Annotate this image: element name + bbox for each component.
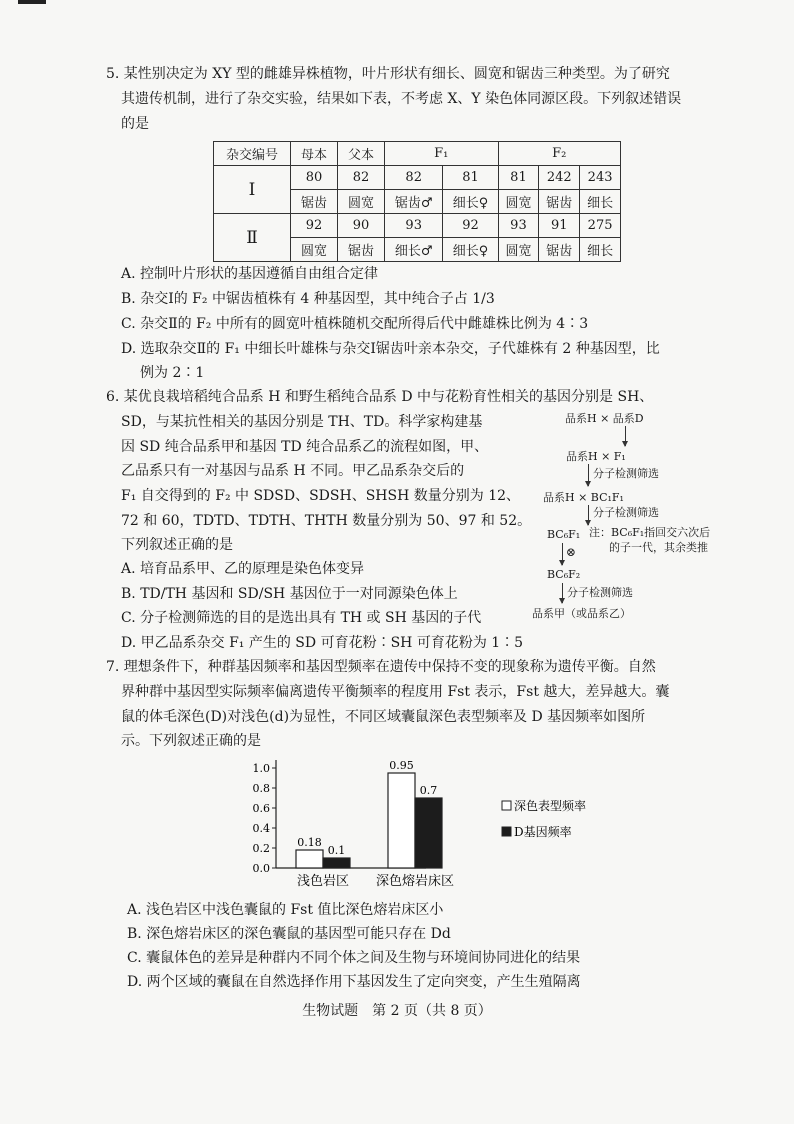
table-cell: 243	[580, 166, 621, 190]
header-cross-id: 杂交编号	[214, 142, 291, 166]
q6-option-a: A. 培育品系甲、乙的原理是染色体变异	[121, 561, 365, 577]
legend-swatch	[502, 827, 511, 836]
bar	[323, 858, 350, 868]
table-cell: 91	[539, 214, 580, 238]
q5-option-b: B. 杂交Ⅰ的 F₂ 中锯齿植株有 4 种基因型，其中纯合子占 1/3	[121, 291, 495, 307]
flow-step-h-x-bc1f1: 品系H × BC₁F₁	[543, 491, 624, 504]
table-cell: 80	[291, 166, 338, 190]
self-cross-symbol: ⊗	[566, 545, 577, 559]
flow-label-screening-2: 分子检测筛选	[593, 506, 659, 519]
table-cell: 93	[498, 214, 539, 238]
table-cell: 锯齿♂	[385, 190, 443, 214]
q6-stem-line-6: 72 和 60，TDTD、TDTH、THTH 数量分别为 50、97 和 52。	[121, 513, 532, 529]
header-mother: 母本	[291, 142, 338, 166]
y-tick-label: 0.0	[252, 862, 270, 875]
flow-note-line-2: 的子一代，其余类推	[609, 541, 708, 554]
flow-arrow	[588, 505, 589, 525]
table-cell: 锯齿	[291, 190, 338, 214]
q7-stem-line-3: 鼠的体毛深色(D)对浅色(d)为显性，不同区域囊鼠深色表型频率及 D 基因频率如图所	[121, 709, 646, 725]
bar	[388, 773, 415, 868]
flow-label-screening-3: 分子检测筛选	[567, 586, 633, 599]
y-tick-label: 0.4	[252, 822, 270, 835]
table-cell: 82	[338, 166, 385, 190]
q7-option-b: B. 深色熔岩床区的深色囊鼠的基因型可能只存在 Dd	[127, 926, 451, 942]
q6-stem-line-3: 因 SD 纯合品系甲和基因 TD 纯合品系乙的流程如图，甲、	[121, 439, 489, 455]
q5-stem-line-2: 其遗传机制，进行了杂交实验，结果如下表，不考虑 X、Y 染色体同源区段。下列叙述错误	[121, 91, 682, 107]
category-label: 深色熔岩床区	[375, 874, 455, 889]
flow-arrow	[625, 426, 626, 446]
table-cell: 圆宽	[498, 190, 539, 214]
header-f2: F₂	[498, 142, 620, 166]
flow-arrow	[588, 464, 589, 486]
table-cell: 81	[443, 166, 498, 190]
table-cell: 锯齿	[539, 238, 580, 262]
data-label: 0.7	[419, 784, 438, 797]
q6-option-d: D. 甲乙品系杂交 F₁ 产生的 SD 可育花粉∶SH 可育花粉为 1∶5	[121, 635, 524, 651]
cross-id-1: Ⅰ	[214, 166, 291, 214]
table-row	[214, 166, 621, 190]
q6-stem-line-5: F₁ 自交得到的 F₂ 中 SDSD、SDSH、SHSH 数量分别为 12、	[121, 488, 521, 504]
table-cell: 圆宽	[291, 238, 338, 262]
header-father: 父本	[338, 142, 385, 166]
data-label: 0.95	[389, 759, 414, 772]
q5-option-d-line-1: D. 选取杂交Ⅱ的 F₁ 中细长叶雄株与杂交Ⅰ锯齿叶亲本杂交，子代雄株有 2 种基因型，比	[121, 341, 660, 357]
flow-step-h-x-d: 品系H × 品系D	[565, 412, 644, 425]
table-cell: 细长♀	[443, 238, 498, 262]
table-cell: 细长♀	[443, 190, 498, 214]
q6-stem-line-7: 下列叙述正确的是	[121, 537, 233, 553]
q5-option-a: A. 控制叶片形状的基因遵循自由组合定律	[121, 266, 379, 282]
q6-option-b: B. TD/TH 基因和 SD/SH 基因位于一对同源染色体上	[121, 586, 458, 602]
q7-stem-line-4: 示。下列叙述正确的是	[121, 733, 261, 749]
table-cell: 细长	[580, 238, 621, 262]
bar	[415, 798, 442, 868]
table-cell: 细长♂	[385, 238, 443, 262]
cross-id-2: Ⅱ	[214, 214, 291, 262]
flow-note-line-1: 注：BC₆F₁指回交六次后	[589, 526, 711, 539]
legend-swatch	[502, 801, 511, 810]
q7-option-d: D. 两个区域的囊鼠在自然选择作用下基因发生了定向突变，产生生殖隔离	[127, 974, 581, 990]
q5-stem-line-3: 的是	[121, 116, 149, 132]
q5-option-d-line-2: 例为 2∶1	[140, 365, 205, 381]
table-cell: 圆宽	[498, 238, 539, 262]
bar	[296, 850, 323, 868]
legend-label: D基因频率	[514, 825, 572, 839]
q6-stem-line-4: 乙品系只有一对基因与品系 H 不同。甲乙品系杂交后的	[121, 463, 465, 479]
table-cell: 82	[385, 166, 443, 190]
flow-step-bc6f1: BC₆F₁	[547, 528, 581, 541]
table-cell: 92	[443, 214, 498, 238]
frequency-bar-chart	[240, 750, 620, 900]
flow-arrow	[562, 543, 563, 565]
y-tick-label: 0.6	[252, 802, 270, 815]
q5-stem-line-1: 5. 某性别决定为 XY 型的雌雄异株植物，叶片形状有细长、圆宽和锯齿三种类型。为了研究	[106, 66, 670, 82]
header-f1: F₁	[385, 142, 499, 166]
table-cell: 92	[291, 214, 338, 238]
flow-step-h-x-f1: 品系H × F₁	[566, 450, 626, 463]
flow-step-bc6f2: BC₆F₂	[547, 568, 581, 581]
q7-option-c: C. 囊鼠体色的差异是种群内不同个体之间及生物与环境间协同进化的结果	[127, 950, 581, 966]
table-cell: 锯齿	[539, 190, 580, 214]
category-label: 浅色岩区	[296, 874, 350, 889]
table-row	[214, 214, 621, 238]
q5-cross-table	[213, 141, 621, 262]
table-cell: 242	[539, 166, 580, 190]
table-cell: 275	[580, 214, 621, 238]
page-footer: 生物试题 第 2 页（共 8 页）	[302, 1003, 492, 1019]
table-cell: 圆宽	[338, 190, 385, 214]
q7-stem-line-1: 7. 理想条件下，种群基因频率和基因型频率在遗传中保持不变的现象称为遗传平衡。自然	[106, 659, 656, 675]
q5-option-c: C. 杂交Ⅱ的 F₂ 中所有的圆宽叶植株随机交配所得后代中雌雄株比例为 4∶3	[121, 316, 589, 332]
q7-option-a: A. 浅色岩区中浅色囊鼠的 Fst 值比深色熔岩床区小	[127, 902, 444, 918]
flow-step-result: 品系甲（或品系乙）	[532, 607, 631, 620]
table-header-row	[214, 142, 621, 166]
y-tick-label: 0.8	[252, 782, 270, 795]
table-cell: 锯齿	[338, 238, 385, 262]
q7-stem-line-2: 界种群中基因型实际频率偏离遗传平衡频率的程度用 Fst 表示，Fst 越大，差异越大。囊	[121, 684, 670, 700]
data-label: 0.1	[327, 844, 346, 857]
page-corner-mark	[18, 0, 46, 4]
q6-option-c: C. 分子检测筛选的目的是选出具有 TH 或 SH 基因的子代	[121, 610, 482, 626]
legend-label: 深色表型频率	[514, 799, 587, 813]
table-cell: 细长	[580, 190, 621, 214]
table-cell: 90	[338, 214, 385, 238]
y-tick-label: 0.2	[252, 842, 270, 855]
q6-stem-line-2: SD，与某抗性相关的基因分别是 TH、TD。科学家构建基	[121, 414, 483, 430]
table-cell: 81	[498, 166, 539, 190]
data-label: 0.18	[297, 836, 322, 849]
q6-stem-line-1: 6. 某优良栽培稻纯合品系 H 和野生稻纯合品系 D 中与花粉育性相关的基因分别是 SH、	[106, 389, 654, 405]
flow-label-screening-1: 分子检测筛选	[593, 467, 659, 480]
table-cell: 93	[385, 214, 443, 238]
y-tick-label: 1.0	[252, 762, 270, 775]
flow-arrow	[562, 583, 563, 603]
